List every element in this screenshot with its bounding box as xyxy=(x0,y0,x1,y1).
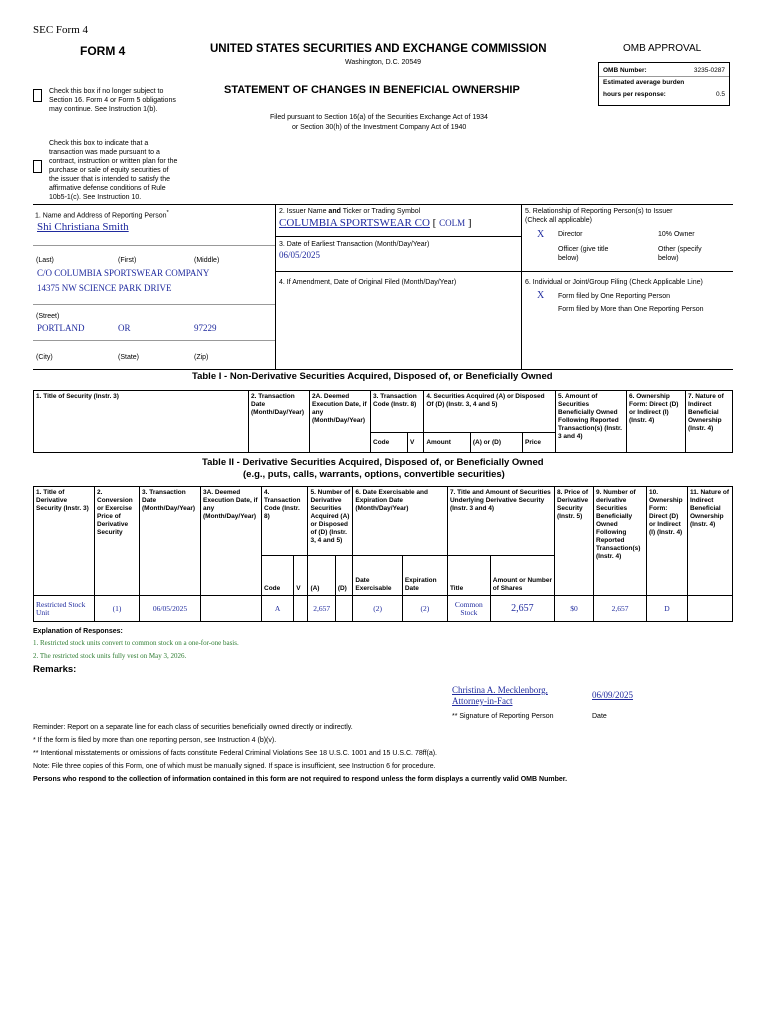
filing-more-label: Form filed by More than One Reporting Person xyxy=(558,306,704,313)
remarks-label: Remarks: xyxy=(33,664,77,675)
table-row xyxy=(34,596,733,622)
t1-col1: 1. Title of Security (Instr. 3) xyxy=(34,391,249,453)
filing-label: 6. Individual or Joint/Group Filing (Check Applicable Line) xyxy=(525,279,703,286)
footer-line-5: Persons who respond to the collection of information contained in this form are not required to respond unless the form displays a currently valid OMB Number. xyxy=(33,776,568,783)
form-title: FORM 4 xyxy=(80,44,126,58)
last-label: (Last) xyxy=(36,257,54,264)
t2-row-nature xyxy=(688,596,733,622)
zip-value: 97229 xyxy=(194,323,217,333)
t1-aord: (A) or (D) xyxy=(470,433,522,453)
other-label: Other (specify below) xyxy=(658,246,702,262)
address-line-2: 14375 NW SCIENCE PARK DRIVE xyxy=(37,283,172,293)
t2-col11: 11. Nature of Indirect Beneficial Ownership (Instr. 4) xyxy=(688,487,733,596)
t1-col2: 2. Transaction Date (Month/Day/Year) xyxy=(249,391,310,453)
t2-row-d xyxy=(335,596,353,622)
t1-col7: 7. Nature of Indirect Beneficial Ownership (Instr. 4) xyxy=(686,391,733,453)
omb-hours: 0.5 xyxy=(715,91,725,98)
t1-col3: 3. Transaction Code (Instr. 8) xyxy=(371,391,424,433)
officer-label: Officer (give title below) xyxy=(558,246,609,262)
footer-line-2: * If the form is filed by more than one reporting person, see Instruction 4 (b)(v). xyxy=(33,737,277,744)
t2-row-price: $0 xyxy=(555,596,594,622)
t2-col9: 9. Number of derivative Securities Beneficially Owned Following Reported Transaction(s) (Instr. 4) xyxy=(594,487,647,596)
t2-row-title: Restricted Stock Unit xyxy=(34,596,95,622)
t2-col6: 6. Date Exercisable and Expiration Date (Month/Day/Year) xyxy=(353,487,448,556)
signature-label: ** Signature of Reporting Person xyxy=(452,713,554,720)
omb-number: 3235-0287 xyxy=(693,67,725,74)
table2-title: Table II - Derivative Securities Acquired, Disposed of, or Beneficially Owned xyxy=(202,457,544,468)
city-value: PORTLAND xyxy=(37,323,85,333)
owner10-label: 10% Owner xyxy=(658,231,695,238)
person-name[interactable]: Shi Christiana Smith xyxy=(37,221,129,233)
t2-col1: 1. Title of Derivative Security (Instr. 3) xyxy=(34,487,95,596)
t2-row-form: D xyxy=(647,596,688,622)
state-value: OR xyxy=(118,323,131,333)
t1-col2a: 2A. Deemed Execution Date, if any (Month/Day/Year) xyxy=(310,391,371,453)
t2-col10: 10. Ownership Form: Direct (D) or Indirect (I) (Instr. 4) xyxy=(647,487,688,596)
t2-row-a: 2,657 xyxy=(308,596,335,622)
t2-date-ex: Date Exercisable xyxy=(353,556,402,596)
person-label: 1. Name and Address of Reporting Person* xyxy=(35,210,169,220)
director-label: Director xyxy=(558,231,583,238)
t2-row-owned: 2,657 xyxy=(594,596,647,622)
t2-exp: Expiration Date xyxy=(402,556,447,596)
table1-title: Table I - Non-Derivative Securities Acquired, Disposed of, or Beneficially Owned xyxy=(192,371,553,382)
omb-box xyxy=(598,62,730,106)
t2-col4: 4. Transaction Code (Instr. 8) xyxy=(262,487,308,556)
t1-v: V xyxy=(408,433,424,453)
middle-label: (Middle) xyxy=(194,257,220,264)
zip-label: (Zip) xyxy=(194,354,209,361)
omb-hours-label: hours per response: xyxy=(603,91,666,98)
rule-10b5-checkbox[interactable] xyxy=(33,160,42,173)
t1-col5: 5. Amount of Securities Beneficially Owned Following Reported Transaction(s) (Instr. 3 and 4) xyxy=(556,391,627,453)
director-x[interactable]: X xyxy=(537,229,545,240)
issuer-name-link[interactable]: COLUMBIA SPORTSWEAR CO xyxy=(279,217,430,229)
footnote-2: 2. The restricted stock units fully vest on May 3, 2026. xyxy=(33,652,187,660)
no-longer-subject-checkbox[interactable] xyxy=(33,89,42,102)
earliest-date: 06/05/2025 xyxy=(279,250,321,260)
t2-row-conv: (1) xyxy=(95,596,140,622)
earliest-date-label: 3. Date of Earliest Transaction (Month/Day/Year) xyxy=(279,241,430,248)
sec-form-label: SEC Form 4 xyxy=(33,24,89,36)
signature-name: Christina A. Mecklenborg, Attorney-in-Fact xyxy=(452,685,548,706)
t2-col2: 2. Conversion or Exercise Price of Derivative Security xyxy=(95,487,140,596)
agency-title: UNITED STATES SECURITIES AND EXCHANGE COMMISSION xyxy=(210,43,547,55)
t2-row-date: 06/05/2025 xyxy=(140,596,201,622)
state-label: (State) xyxy=(118,354,140,361)
issuer-label: 2. Issuer Name and Ticker or Trading Symbol xyxy=(279,208,421,215)
footer-line-3: ** Intentional misstatements or omissions of facts constitute Federal Criminal Violations See 18 U.S.C. 1001 and 15 U.S.C. 78ff(a). xyxy=(33,750,437,757)
amendment-label: 4. If Amendment, Date of Original Filed (Month/Day/Year) xyxy=(279,279,457,286)
t2-d: (D) xyxy=(335,556,353,596)
t2-col3: 3. Transaction Date (Month/Day/Year) xyxy=(140,487,201,596)
table2-subtitle: (e.g., puts, calls, warrants, options, convertible securities) xyxy=(243,469,505,480)
t2-row-u-title: Common Stock xyxy=(447,596,490,622)
t1-col6: 6. Ownership Form: Direct (D) or Indirect (I) (Instr. 4) xyxy=(627,391,686,453)
t2-title: Title xyxy=(447,556,490,596)
date-label: Date xyxy=(592,713,607,720)
explanation-label: Explanation of Responses: xyxy=(33,628,123,635)
t2-v: V xyxy=(294,556,308,596)
filed-pursuant-1: Filed pursuant to Section 16(a) of the Securities Exchange Act of 1934 xyxy=(270,114,488,121)
footer-line-1: Reminder: Report on a separate line for each class of securities beneficially owned directly or indirectly. xyxy=(33,724,353,731)
t1-price: Price xyxy=(523,433,556,453)
no-longer-subject-text: Check this box if no longer subject to Section 16. Form 4 or Form 5 obligations may continue. See Instruction 1(b). xyxy=(49,88,176,113)
relationship-label: 5. Relationship of Reporting Person(s) to Issuer xyxy=(525,208,673,215)
filing-one-label: Form filed by One Reporting Person xyxy=(558,293,671,300)
omb-number-label: OMB Number: xyxy=(603,67,647,74)
t2-row-v xyxy=(294,596,308,622)
t2-a: (A) xyxy=(308,556,335,596)
filing-one-x[interactable]: X xyxy=(537,290,545,301)
t1-col4: 4. Securities Acquired (A) or Disposed Of (D) (Instr. 3, 4 and 5) xyxy=(424,391,556,433)
t2-row-u-amount: 2,657 xyxy=(490,596,554,622)
t2-amount: Amount or Number of Shares xyxy=(490,556,554,596)
t2-row-deemed xyxy=(201,596,262,622)
t2-row-code: A xyxy=(262,596,294,622)
t2-row-date-ex: (2) xyxy=(353,596,402,622)
omb-burden-label: Estimated average burden xyxy=(603,79,685,86)
street-label: (Street) xyxy=(36,313,60,320)
statement-title: STATEMENT OF CHANGES IN BENEFICIAL OWNERSHIP xyxy=(224,84,520,96)
t2-col3a: 3A. Deemed Execution Date, if any (Month/Day/Year) xyxy=(201,487,262,596)
t2-col8: 8. Price of Derivative Security (Instr. 5) xyxy=(555,487,594,596)
t2-col7: 7. Title and Amount of Securities Underlying Derivative Security (Instr. 3 and 4) xyxy=(447,487,554,556)
t2-code: Code xyxy=(262,556,294,596)
agency-location: Washington, D.C. 20549 xyxy=(345,59,422,66)
table1 xyxy=(33,390,733,453)
first-label: (First) xyxy=(118,257,137,264)
signature-date: 06/09/2025 xyxy=(592,690,634,700)
t1-amount: Amount xyxy=(424,433,471,453)
t2-col5: 5. Number of Derivative Securities Acquired (A) or Disposed of (D) (Instr. 3, 4 and 5) xyxy=(308,487,353,556)
rule-10b5-text: Check this box to indicate that a transaction was made pursuant to a contract, instruction or written plan for the purchase or sale of equity securities of the issuer that is intended to satisfy the affirmative defense conditions of Rule 10b5-1(c). See Instruction 10. xyxy=(49,140,178,201)
relationship-sub: (Check all applicable) xyxy=(525,217,592,224)
footer-line-4: Note: File three copies of this Form, one of which must be manually signed. If space is insufficient, see Instruction 6 for procedure. xyxy=(33,763,436,770)
issuer-name: COLUMBIA SPORTSWEAR CO [ COLM ] xyxy=(279,217,472,229)
filed-pursuant-2: or Section 30(h) of the Investment Company Act of 1940 xyxy=(292,124,467,131)
address-line-1: C/O COLUMBIA SPORTSWEAR COMPANY xyxy=(37,268,210,278)
footnote-1: 1. Restricted stock units convert to common stock on a one-for-one basis. xyxy=(33,639,239,647)
t2-row-exp: (2) xyxy=(402,596,447,622)
city-label: (City) xyxy=(36,354,53,361)
omb-approval-header: OMB APPROVAL xyxy=(623,43,702,54)
table2 xyxy=(33,486,733,622)
t1-code: Code xyxy=(371,433,408,453)
